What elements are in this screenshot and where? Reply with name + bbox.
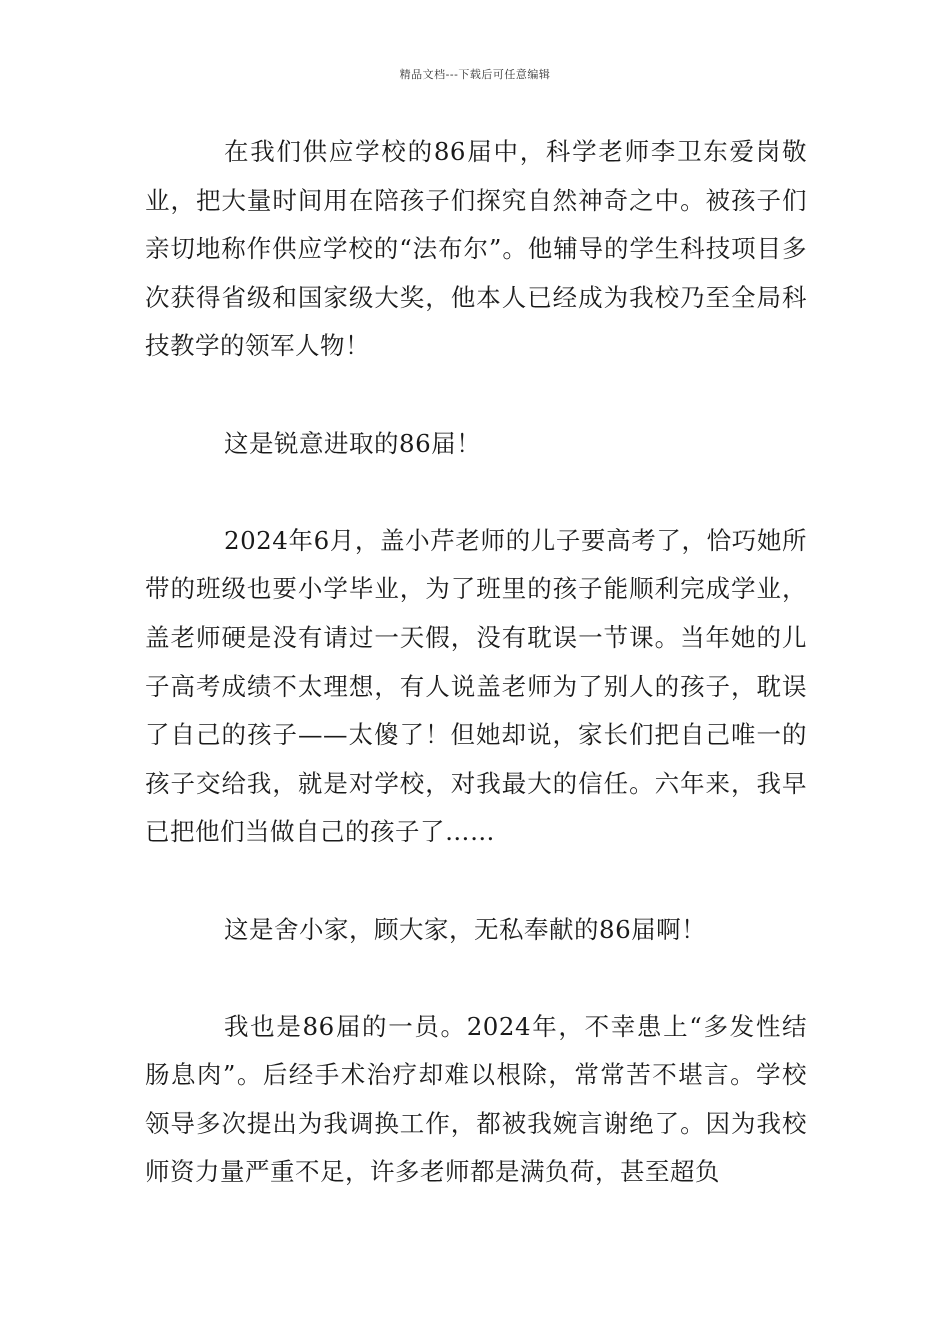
paragraph-5: 我也是86届的一员。2024年，不幸患上“多发性结肠息肉”。后经手术治疗却难以根除，常常苦不堪言。学校领导多次提出为我调换工作，都被我婉言谢绝了。因为我校师资力量严重不足，许多老师都是满负荷，甚至超负	[145, 1011, 807, 1187]
paragraph-3: 2024年6月，盖小芹老师的儿子要高考了，恰巧她所带的班级也要小学毕业，为了班里的孩子能顺利完成学业，盖老师硬是没有请过一天假，没有耽误一节课。当年她的儿子高考成绩不太理想，有人说盖老师为了别人的孩子，耽误了自己的孩子——太傻了！但她却说，家长们把自己唯一的孩子交给我，就是对学校，对我最大的信任。六年来，我早已把他们当做自己的孩子了……	[145, 525, 807, 847]
paragraph-4: 这是舍小家，顾大家，无私奉献的86届啊！	[224, 914, 707, 944]
paragraph-2: 这是锐意进取的86届！	[224, 428, 482, 458]
document-body	[145, 128, 807, 1197]
page-header: 精品文档---下载后可任意编辑	[399, 68, 551, 81]
paragraph-1: 在我们供应学校的86届中，科学老师李卫东爱岗敬业，把大量时间用在陪孩子们探究自然神奇之中。被孩子们亲切地称作供应学校的“法布尔”。他辅导的学生科技项目多次获得省级和国家级大奖，他本人已经成为我校乃至全局科技教学的领军人物！	[145, 137, 807, 361]
